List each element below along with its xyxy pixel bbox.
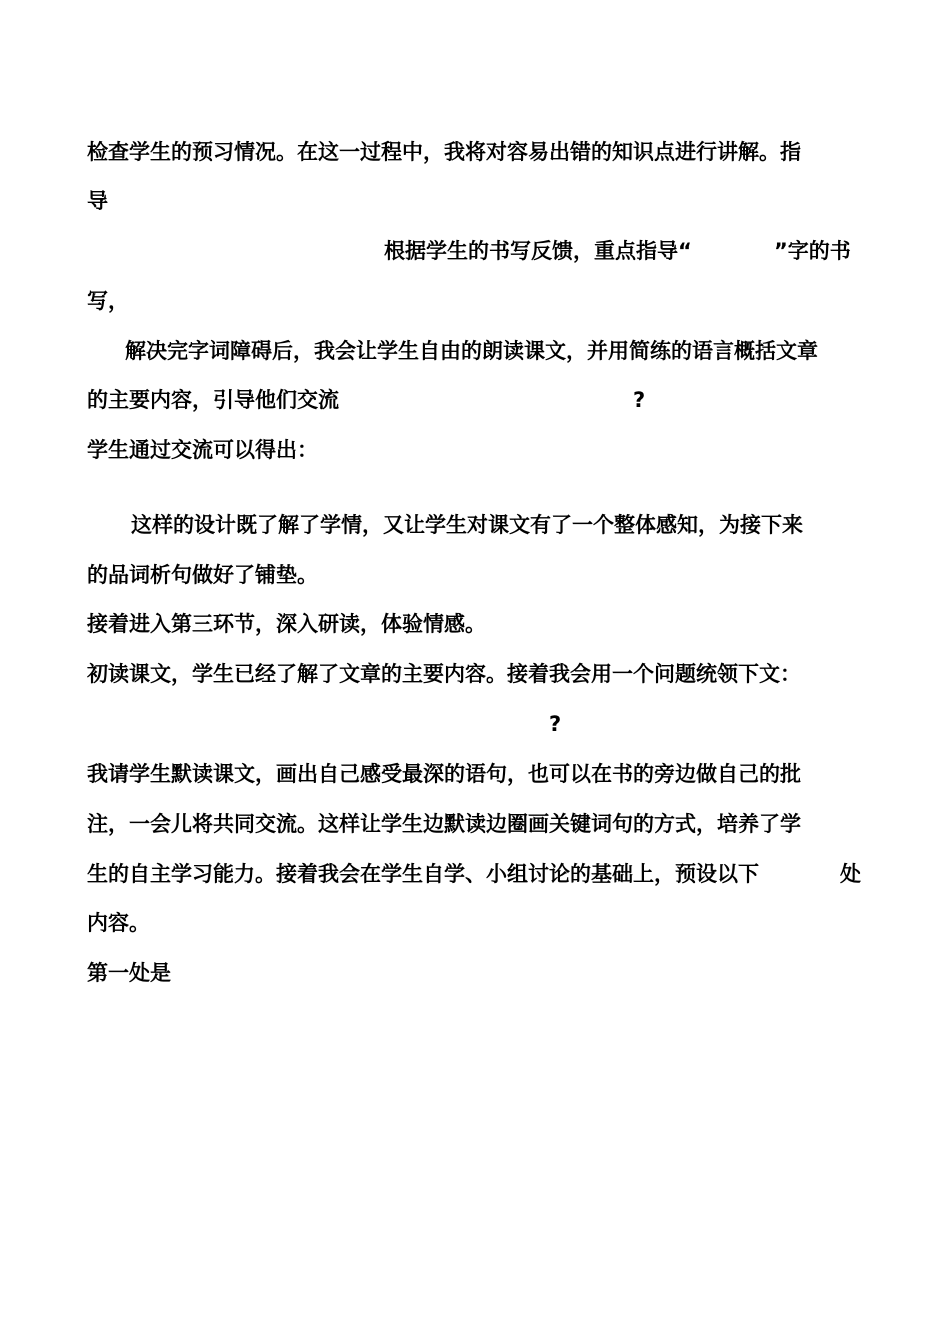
paragraph-line-fragment: 的主要内容，引导他们交流 — [87, 388, 339, 412]
paragraph-line-fragment: 生的自主学习能力。接着我会在学生自学、小组讨论的基础上，预设以下 — [87, 862, 759, 886]
paragraph-line: 导 — [87, 189, 108, 213]
paragraph-line: 这样的设计既了解了学情，又让学生对课文有了一个整体感知，为接下来 — [131, 513, 803, 537]
paragraph-line: 的品词析句做好了铺垫。 — [87, 563, 318, 587]
paragraph-line: 初读课文，学生已经了解了文章的主要内容。接着我会用一个问题统领下文： — [87, 662, 801, 686]
paragraph-line-fragment: 处 — [840, 862, 861, 886]
paragraph-line: 解决完字词障碍后，我会让学生自由的朗读课文，并用简练的语言概括文章 — [125, 339, 818, 363]
paragraph-line: 接着进入第三环节，深入研读，体验情感。 — [87, 612, 486, 636]
paragraph-line: 内容。 — [87, 911, 150, 935]
question-mark: ? — [549, 712, 562, 736]
paragraph-line: 写， — [87, 289, 129, 313]
paragraph-line: 我请学生默读课文，画出自己感受最深的语句，也可以在书的旁边做自己的批 — [87, 762, 801, 786]
paragraph-line: 检查学生的预习情况。在这一过程中，我将对容易出错的知识点进行讲解。指 — [87, 140, 801, 164]
paragraph-line-fragment: 根据学生的书写反馈，重点指导“ — [384, 239, 692, 263]
question-mark: ? — [633, 388, 646, 412]
paragraph-line: 第一处是 — [87, 961, 171, 985]
paragraph-line: 学生通过交流可以得出： — [87, 438, 318, 462]
paragraph-line-fragment: ”字的书 — [774, 239, 851, 263]
paragraph-line: 注，一会儿将共同交流。这样让学生边默读边圈画关键词句的方式，培养了学 — [87, 812, 801, 836]
